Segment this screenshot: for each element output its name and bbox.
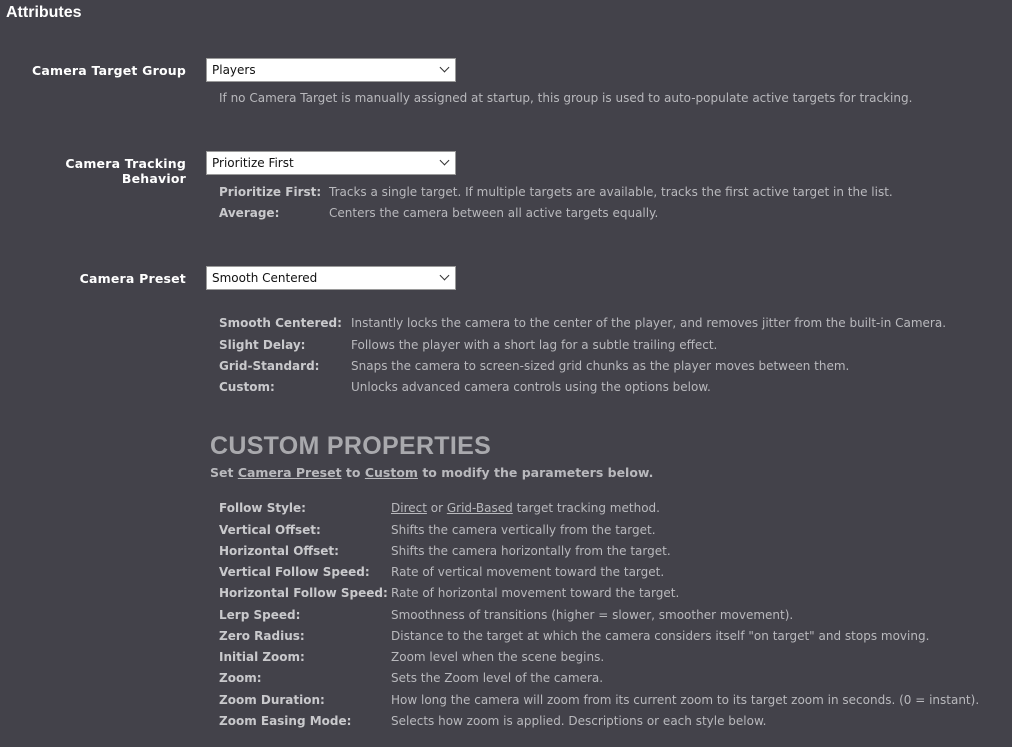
property-def: Sets the Zoom level of the camera. xyxy=(391,671,604,685)
preset-option-def: Unlocks advanced camera controls using the options below. xyxy=(351,380,711,394)
tracking-option-def: Centers the camera between all active targets equally. xyxy=(329,206,659,220)
preset-option-term: Grid-Standard: xyxy=(219,359,320,373)
def-text: or xyxy=(426,501,447,515)
property-term: Vertical Offset: xyxy=(219,523,321,537)
property-def: Distance to the target at which the camera considers itself "on target" and stops moving. xyxy=(391,629,930,643)
property-def: Rate of vertical movement toward the target. xyxy=(391,565,665,579)
property-term: Horizontal Follow Speed: xyxy=(219,586,388,600)
property-def: Zoom level when the scene begins. xyxy=(391,650,605,664)
camera-preset-link[interactable]: Camera Preset xyxy=(237,465,342,480)
camera-tracking-behavior-value: Prioritize First xyxy=(212,156,294,170)
note-text: to modify the parameters below. xyxy=(417,465,654,480)
custom-property-row xyxy=(0,565,1012,581)
tracking-option-term: Average: xyxy=(219,206,280,220)
property-term: Zoom Duration: xyxy=(219,693,325,707)
custom-property-row xyxy=(0,586,1012,602)
property-def: How long the camera will zoom from its current zoom to its target zoom in seconds. (0 = instant). xyxy=(391,693,980,707)
custom-property-row xyxy=(0,523,1012,539)
property-term: Zero Radius: xyxy=(219,629,305,643)
tracking-option-def: Tracks a single target. If multiple targets are available, tracks the first active target in the list. xyxy=(329,185,893,199)
tracking-option-row xyxy=(0,206,1012,222)
direct-link[interactable]: Direct xyxy=(391,501,427,515)
preset-option-row xyxy=(0,338,1012,354)
camera-preset-dropdown[interactable] xyxy=(206,266,456,290)
tracking-option-row xyxy=(0,185,1012,201)
custom-property-row xyxy=(0,629,1012,645)
camera-target-group-value: Players xyxy=(212,63,256,77)
chevron-down-icon xyxy=(440,63,450,73)
camera-preset-label: Camera Preset xyxy=(79,271,186,286)
custom-properties-heading: CUSTOM PROPERTIES xyxy=(210,432,492,460)
chevron-down-icon xyxy=(440,271,450,281)
note-text: to xyxy=(341,465,365,480)
custom-property-row xyxy=(0,608,1012,624)
preset-option-def: Follows the player with a short lag for a subtle trailing effect. xyxy=(351,338,718,352)
property-term: Zoom Easing Mode: xyxy=(219,714,352,728)
follow-style-def xyxy=(391,501,660,515)
def-text: target tracking method. xyxy=(512,501,660,515)
preset-option-term: Custom: xyxy=(219,380,275,394)
custom-properties-note xyxy=(210,465,653,480)
preset-option-def: Snaps the camera to screen-sized grid chunks as the player moves between them. xyxy=(351,359,850,373)
property-term: Vertical Follow Speed: xyxy=(219,565,370,579)
custom-property-row xyxy=(0,693,1012,709)
custom-link[interactable]: Custom xyxy=(364,465,418,480)
preset-option-row xyxy=(0,359,1012,375)
custom-property-row xyxy=(0,501,1012,517)
tracking-option-term: Prioritize First: xyxy=(219,185,322,199)
custom-property-row xyxy=(0,671,1012,687)
grid-based-link[interactable]: Grid-Based xyxy=(446,501,513,515)
camera-preset-value: Smooth Centered xyxy=(212,271,318,285)
property-term: Initial Zoom: xyxy=(219,650,305,664)
preset-option-def: Instantly locks the camera to the center of the player, and removes jitter from the built-in Camera. xyxy=(351,316,947,330)
section-title: Attributes xyxy=(6,4,82,21)
property-def: Rate of horizontal movement toward the target. xyxy=(391,586,680,600)
preset-option-term: Smooth Centered: xyxy=(219,316,342,330)
custom-property-row xyxy=(0,544,1012,560)
camera-target-group-dropdown[interactable] xyxy=(206,58,456,82)
property-term: Zoom: xyxy=(219,671,262,685)
property-def: Selects how zoom is applied. Descriptions or each style below. xyxy=(391,714,767,728)
property-def: Shifts the camera vertically from the target. xyxy=(391,523,656,537)
follow-style-term: Follow Style: xyxy=(219,501,306,515)
chevron-down-icon xyxy=(440,156,450,166)
property-def: Smoothness of transitions (higher = slower, smoother movement). xyxy=(391,608,794,622)
note-text: Set xyxy=(210,465,238,480)
camera-tracking-behavior-dropdown[interactable] xyxy=(206,151,456,175)
preset-option-term: Slight Delay: xyxy=(219,338,306,352)
custom-property-row xyxy=(0,714,1012,730)
property-def: Shifts the camera horizontally from the target. xyxy=(391,544,671,558)
property-term: Lerp Speed: xyxy=(219,608,301,622)
preset-option-row xyxy=(0,380,1012,396)
custom-property-row xyxy=(0,650,1012,666)
preset-option-row xyxy=(0,316,1012,332)
camera-tracking-behavior-label: Camera Tracking Behavior xyxy=(65,156,186,186)
camera-target-group-help: If no Camera Target is manually assigned at startup, this group is used to auto-populate active targets for tracking. xyxy=(219,91,913,105)
property-term: Horizontal Offset: xyxy=(219,544,339,558)
camera-target-group-label: Camera Target Group xyxy=(32,63,186,78)
